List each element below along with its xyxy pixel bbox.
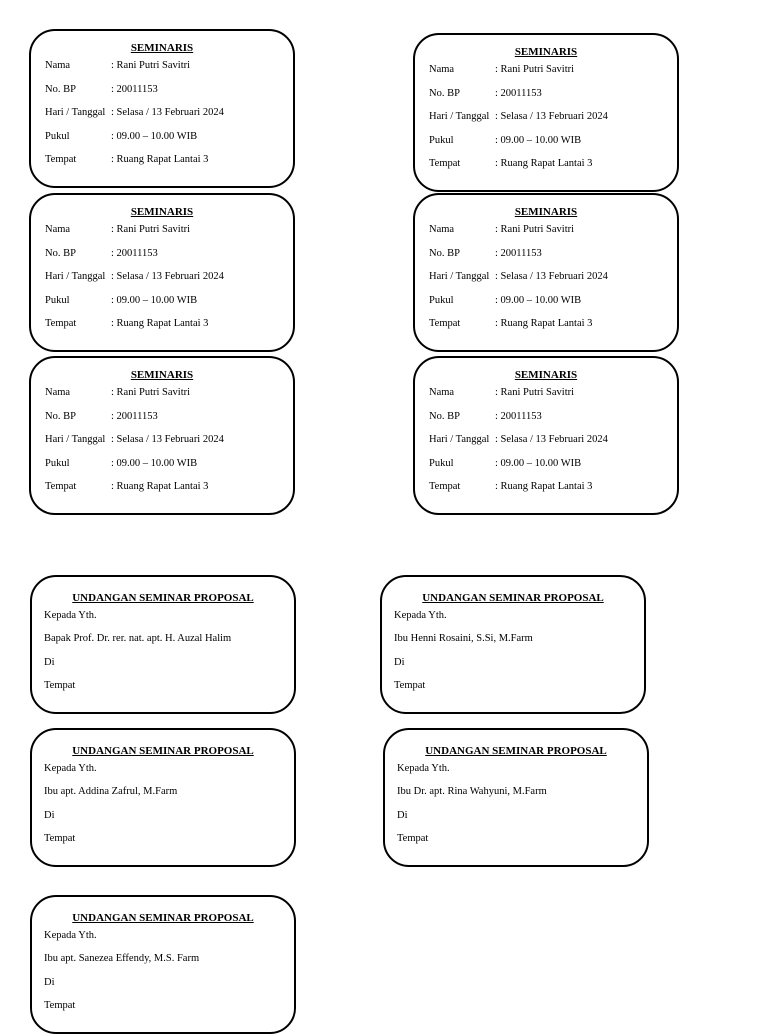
recipient: Ibu Dr. apt. Rina Wahyuni, M.Farm [397,786,547,798]
value: : Rani Putri Savitri [495,387,575,398]
row-nama [31,386,293,410]
value: : 20011153 [111,83,158,95]
recipient: Ibu apt. Sanezea Effendy, M.S. Farm [44,953,200,965]
row-nama [31,59,293,83]
value: : Rani Putri Savitri [495,224,575,235]
label: Nama [429,387,455,398]
row-hari-tanggal [415,270,677,294]
di-line: Di [44,976,55,988]
label: Tempat [45,481,77,492]
row-no-bp [415,247,677,271]
label: Nama [429,64,455,75]
value: : Rani Putri Savitri [111,224,191,235]
invitation-card-4 [383,728,649,867]
label: Tempat [429,318,461,329]
row-tempat [415,317,677,341]
label: Hari / Tanggal [45,107,106,118]
value: : 20011153 [111,410,158,422]
row-tempat [415,157,677,181]
row-hari-tanggal [415,433,677,457]
card-title: UNDANGAN SEMINAR PROPOSAL [72,745,254,757]
value: : 20011153 [495,247,542,259]
label: Hari / Tanggal [429,111,490,122]
label: No. BP [45,410,76,422]
value: : 09.00 – 10.00 WIB [495,134,582,146]
card-title: UNDANGAN SEMINAR PROPOSAL [72,592,254,604]
row-pukul [415,294,677,318]
label: Tempat [45,154,77,165]
label: Nama [429,224,455,235]
di-line: Di [44,809,55,821]
label: Tempat [45,318,77,329]
invitation-card-3 [30,728,296,867]
value: : Ruang Rapat Lantai 3 [495,481,593,492]
invitation-card-2 [380,575,646,714]
value: : Selasa / 13 Februari 2024 [495,271,608,282]
seminaris-card-4 [413,193,679,352]
greeting: Kepada Yth. [397,763,450,774]
value: : 09.00 – 10.00 WIB [495,294,582,306]
label: Pukul [45,457,70,469]
row-hari-tanggal [31,106,293,130]
value: : Selasa / 13 Februari 2024 [495,434,608,445]
card-title: UNDANGAN SEMINAR PROPOSAL [72,912,254,924]
value: : Selasa / 13 Februari 2024 [111,434,224,445]
value: : 20011153 [495,87,542,99]
seminaris-card-2 [413,33,679,192]
seminaris-card-6 [413,356,679,515]
value: : Rani Putri Savitri [111,60,191,71]
value: : 09.00 – 10.00 WIB [111,130,198,142]
label: Hari / Tanggal [429,434,490,445]
label: No. BP [429,247,460,259]
card-title: SEMINARIS [130,42,194,54]
label: Tempat [429,481,461,492]
greeting: Kepada Yth. [44,763,97,774]
tempat-line: Tempat [394,679,426,691]
card-title: UNDANGAN SEMINAR PROPOSAL [422,592,604,604]
card-title: SEMINARIS [130,206,194,218]
row-tempat [31,153,293,177]
value: : Rani Putri Savitri [495,64,575,75]
value: : 09.00 – 10.00 WIB [111,294,198,306]
row-no-bp [415,410,677,434]
seminaris-card-5 [29,356,295,515]
value: : 20011153 [111,247,158,259]
row-tempat [31,317,293,341]
label: Pukul [429,294,454,306]
value: : 20011153 [495,410,542,422]
card-title: SEMINARIS [514,206,578,218]
row-tempat [31,480,293,504]
greeting: Kepada Yth. [394,610,447,621]
di-line: Di [397,809,408,821]
tempat-line: Tempat [44,832,76,844]
tempat-line: Tempat [44,999,76,1011]
row-no-bp [31,83,293,107]
row-pukul [415,457,677,481]
recipient: Ibu apt. Addina Zafrul, M.Farm [44,786,178,798]
label: No. BP [429,410,460,422]
card-title: SEMINARIS [514,46,578,58]
value: : Ruang Rapat Lantai 3 [495,158,593,169]
row-nama [31,223,293,247]
row-hari-tanggal [415,110,677,134]
card-title: SEMINARIS [514,369,578,381]
row-nama [415,223,677,247]
label: Pukul [45,130,70,142]
value: : Selasa / 13 Februari 2024 [495,111,608,122]
label: No. BP [45,247,76,259]
row-hari-tanggal [31,270,293,294]
value: : Selasa / 13 Februari 2024 [111,271,224,282]
value: : Ruang Rapat Lantai 3 [495,318,593,329]
tempat-line: Tempat [397,832,429,844]
label: Pukul [429,134,454,146]
row-no-bp [415,87,677,111]
value: : Ruang Rapat Lantai 3 [111,318,209,329]
row-pukul [31,130,293,154]
invitation-card-5 [30,895,296,1034]
label: Hari / Tanggal [45,434,106,445]
row-nama [415,386,677,410]
label: Hari / Tanggal [429,271,490,282]
card-title: SEMINARIS [130,369,194,381]
label: Hari / Tanggal [45,271,106,282]
row-no-bp [31,410,293,434]
value: : 09.00 – 10.00 WIB [111,457,198,469]
label: Nama [45,387,71,398]
label: Tempat [429,158,461,169]
value: : Rani Putri Savitri [111,387,191,398]
recipient: Ibu Henni Rosaini, S.Si, M.Farm [394,633,533,645]
label: Pukul [429,457,454,469]
greeting: Kepada Yth. [44,930,97,941]
label: No. BP [429,87,460,99]
card-title: UNDANGAN SEMINAR PROPOSAL [425,745,607,757]
row-nama [415,63,677,87]
value: : Ruang Rapat Lantai 3 [111,154,209,165]
tempat-line: Tempat [44,679,76,691]
value: : Ruang Rapat Lantai 3 [111,481,209,492]
di-line: Di [394,656,405,668]
row-no-bp [31,247,293,271]
row-pukul [31,294,293,318]
row-hari-tanggal [31,433,293,457]
di-line: Di [44,656,55,668]
label: Nama [45,60,71,71]
seminaris-card-3 [29,193,295,352]
row-pukul [31,457,293,481]
greeting: Kepada Yth. [44,610,97,621]
seminaris-card-1 [29,29,295,188]
recipient: Bapak Prof. Dr. rer. nat. apt. H. Auzal Halim [44,633,232,645]
label: No. BP [45,83,76,95]
value: : Selasa / 13 Februari 2024 [111,107,224,118]
value: : 09.00 – 10.00 WIB [495,457,582,469]
row-pukul [415,134,677,158]
label: Pukul [45,294,70,306]
label: Nama [45,224,71,235]
row-tempat [415,480,677,504]
invitation-card-1 [30,575,296,714]
